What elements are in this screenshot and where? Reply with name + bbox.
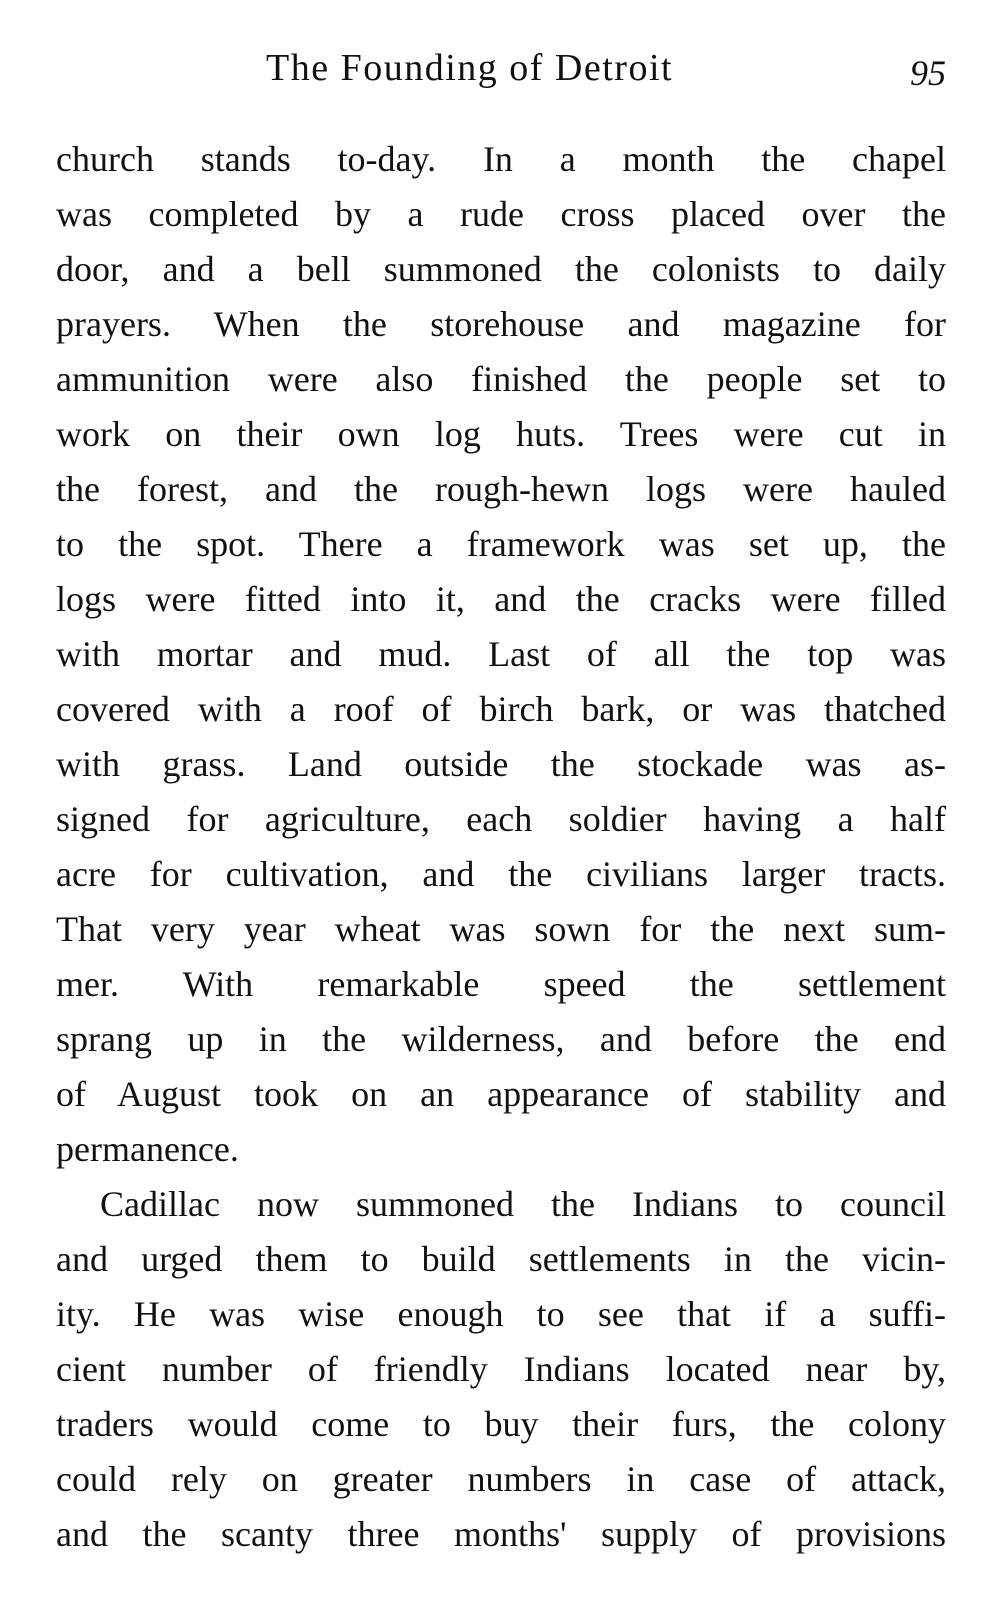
- text-line: logs were fitted into it, and the cracks were filled: [56, 579, 946, 619]
- text-line: and urged them to build settlements in the vicin-: [56, 1239, 946, 1279]
- text-line: with grass. Land outside the stockade was as-: [56, 744, 946, 784]
- text-line: ammunition were also finished the people set to: [56, 359, 946, 399]
- text-line: was completed by a rude cross placed over the: [56, 194, 946, 234]
- paragraph-2: [56, 1177, 946, 1562]
- text-line: the forest, and the rough-hewn logs were hauled: [56, 469, 946, 509]
- text-line: covered with a roof of birch bark, or was thatched: [56, 689, 946, 729]
- text-line: door, and a bell summoned the colonists to daily: [56, 249, 946, 289]
- running-head: [56, 46, 946, 106]
- text-line: to the spot. There a framework was set up, the: [56, 524, 946, 564]
- text-line: and the scanty three months' supply of provisions: [56, 1514, 946, 1554]
- page-number: 95: [910, 53, 946, 93]
- paragraph-1: [56, 132, 946, 1177]
- text-line: acre for cultivation, and the civilians larger tracts.: [56, 854, 946, 894]
- text-line: with mortar and mud. Last of all the top was: [56, 634, 946, 674]
- text-line: signed for agriculture, each soldier having a half: [56, 799, 946, 839]
- text-line: traders would come to buy their furs, the colony: [56, 1404, 946, 1444]
- text-line: could rely on greater numbers in case of attack,: [56, 1459, 946, 1499]
- text-line: mer. With remarkable speed the settlement: [56, 964, 946, 1004]
- text-line: ity. He was wise enough to see that if a suffi-: [56, 1294, 946, 1334]
- text-line: church stands to-day. In a month the chapel: [56, 139, 946, 179]
- text-line: That very year wheat was sown for the next sum-: [56, 909, 946, 949]
- text-line: permanence.: [56, 1129, 239, 1169]
- running-title: The Founding of Detroit: [266, 47, 674, 89]
- text-line: work on their own log huts. Trees were cut in: [56, 414, 946, 454]
- text-line: cient number of friendly Indians located near by,: [56, 1349, 946, 1389]
- text-line: prayers. When the storehouse and magazine for: [56, 304, 946, 344]
- text-line: sprang up in the wilderness, and before the end: [56, 1019, 946, 1059]
- text-line: of August took on an appearance of stability and: [56, 1074, 946, 1114]
- body-text: [56, 132, 946, 1562]
- text-line: Cadillac now summoned the Indians to council: [100, 1184, 946, 1224]
